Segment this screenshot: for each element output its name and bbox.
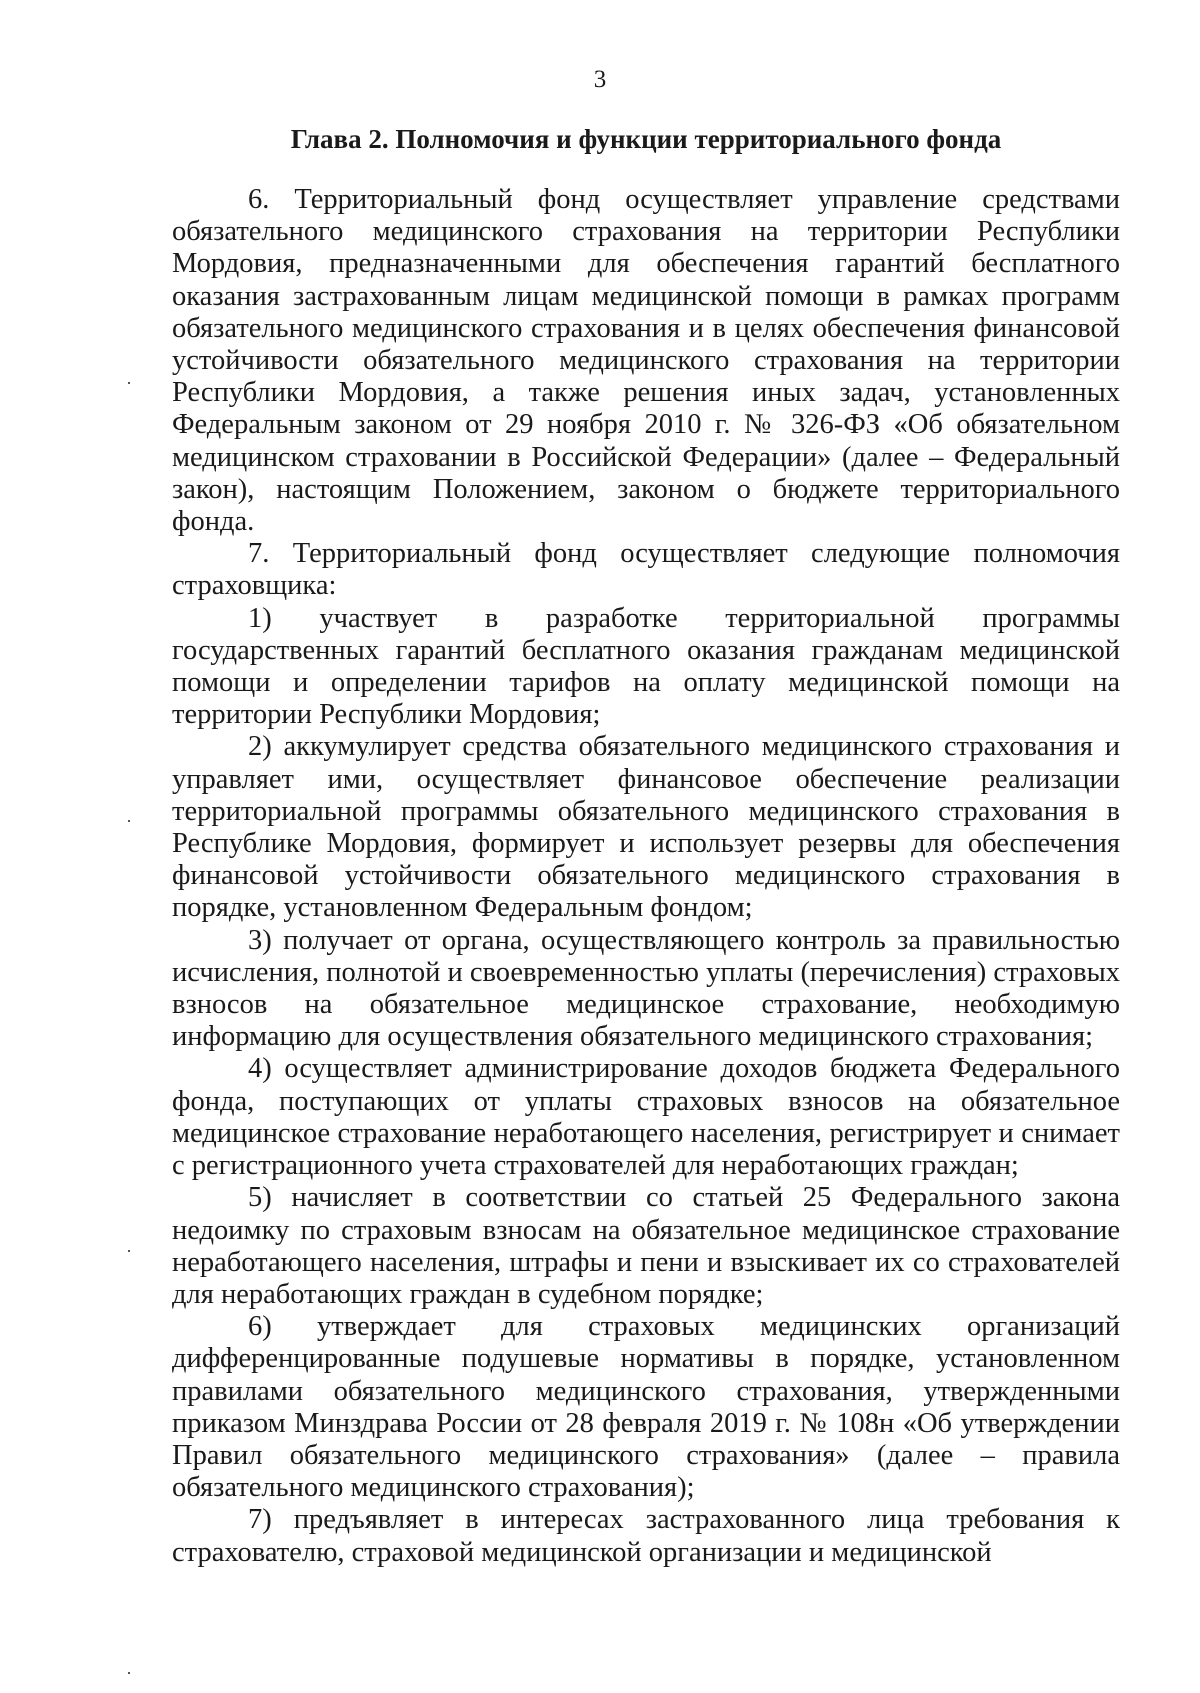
scan-speck [128,382,130,384]
body-text [172,184,1120,1569]
chapter-title: Глава 2. Полномочия и функции территориального фонда [290,124,1002,154]
list-item-1: 1) участвует в разработке территориальной программы государственных гарантий бесплатного оказания гражданам медицинской помощи и определении тарифов на оплату медицинской помощи на территории Республики Мордовия; [172,602,1120,731]
list-item-7: 7) предъявляет в интересах застрахованного лица требования к страхователю, страховой медицинской организации и медицинской [172,1504,1120,1568]
paragraph-7: 7. Территориальный фонд осуществляет следующие полномочия страховщика: [172,538,1120,602]
page-number: 3 [593,66,607,93]
list-item-3: 3) получает от органа, осуществляющего контроль за правильностью исчисления, полнотой и своевременностью уплаты (перечисления) страховых взносов на обязательное медицинское страхование, необходимую информацию для осуществления обязательного медицинского страхования; [172,924,1120,1053]
scan-speck [128,820,130,822]
scan-speck [128,1672,130,1674]
paragraph-6: 6. Территориальный фонд осуществляет управление средствами обязательного медицинского страхования на территории Республики Мордовия, предназначенными для обеспечения гарантий бесплатного оказания застрахованным лицам медицинской помощи в рамках программ обязательного медицинского страхования и в целях обеспечения финансовой устойчивости обязательного медицинского страхования на территории Республики Мордовия, а также решения иных задач, установленных Федеральным законом от 29 ноября 2010 г. № 326-ФЗ «Об обязательном медицинском страховании в Российской Федерации» (далее – Федеральный закон), настоящим Положением, законом о бюджете территориального фонда. [172,184,1120,538]
list-item-4: 4) осуществляет администрирование доходов бюджета Федерального фонда, поступающих от уплаты страховых взносов на обязательное медицинское страхование неработающего населения, регистрирует и снимает с регистрационного учета страхователей для неработающих граждан; [172,1053,1120,1182]
list-item-5: 5) начисляет в соответствии со статьей 25 Федерального закона недоимку по страховым взносам на обязательное медицинское страхование неработающего населения, штрафы и пени и взыскивает их со страхователей для неработающих граждан в судебном порядке; [172,1182,1120,1310]
scan-speck [128,1250,130,1252]
list-item-6: 6) утверждает для страховых медицинских организаций дифференцированные подушевые нормативы в порядке, установленном правилами обязательного медицинского страхования, утвержденными приказом Минздрава России от 28 февраля 2019 г. № 108н «Об утверждении Правил обязательного медицинского страхования» (далее – правила обязательного медицинского страхования); [172,1311,1120,1504]
list-item-2: 2) аккумулирует средства обязательного медицинского страхования и управляет ими, осуществляет финансовое обеспечение реализации территориальной программы обязательного медицинского страхования в Республике Мордовия, формирует и использует резервы для обеспечения финансовой устойчивости обязательного медицинского страхования в порядке, установленном Федеральным фондом; [172,731,1120,924]
